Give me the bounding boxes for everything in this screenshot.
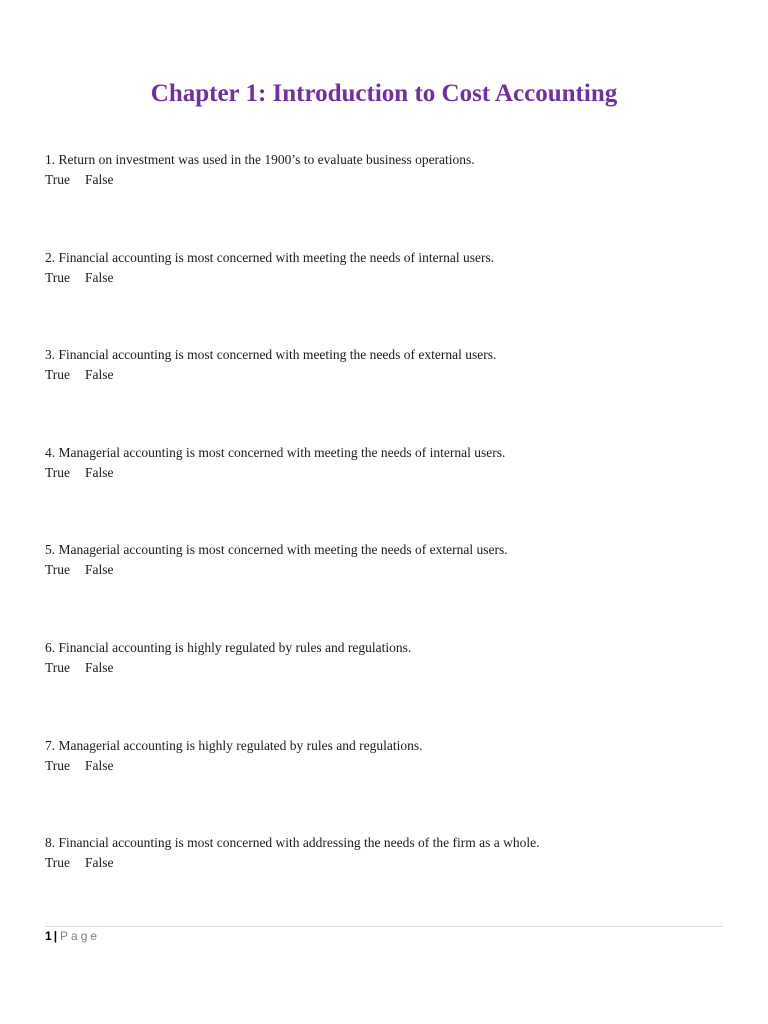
question-text: 2. Financial accounting is most concerned with meeting the needs of internal users. [45,249,495,265]
option-true: True [45,855,71,871]
question-item [45,150,725,248]
question-item [45,833,725,931]
option-true: True [45,464,71,480]
option-true: True [45,269,71,285]
question-item [45,736,725,834]
footer-divider [45,926,723,927]
option-false: False [85,367,114,383]
answer-options [45,463,725,483]
answer-options [45,658,725,678]
option-false: False [85,464,114,480]
question-item [45,345,725,443]
question-text: 5. Managerial accounting is most concerned with meeting the needs of external users. [45,542,508,558]
question-text: 1. Return on investment was used in the 1900’s to evaluate business operations. [45,152,475,167]
answer-options [45,756,725,776]
question-text: 8. Financial accounting is most concerned with addressing the needs of the firm as a whole. [45,835,540,851]
option-true: True [45,367,71,383]
question-item [45,638,725,736]
question-item [45,248,725,346]
option-false: False [85,855,114,871]
answer-options [45,268,725,288]
option-false: False [85,659,114,675]
answer-options [45,560,725,580]
page-label: Page [60,929,101,943]
option-false: False [85,172,114,187]
question-text: 4. Managerial accounting is most concerned with meeting the needs of internal users. [45,444,506,460]
question-item [45,443,725,541]
option-true: True [45,562,71,578]
option-false: False [85,757,114,773]
option-false: False [85,562,114,578]
option-true: True [45,659,71,675]
question-text: 3. Financial accounting is most concerned with meeting the needs of external users. [45,347,497,363]
footer-separator: | [53,929,58,943]
page-number: 1 [45,929,52,943]
option-false: False [85,269,114,285]
answer-options [45,853,725,873]
answer-options [45,365,725,385]
question-text: 6. Financial accounting is highly regulated by rules and regulations. [45,639,412,655]
question-text: 7. Managerial accounting is highly regulated by rules and regulations. [45,737,423,753]
question-item [45,540,725,638]
question-list [45,150,725,931]
answer-options [45,170,725,190]
option-true: True [45,757,71,773]
page-footer [45,928,100,944]
page-title: Chapter 1: Introduction to Cost Accounting [150,80,618,107]
option-true: True [45,172,71,187]
